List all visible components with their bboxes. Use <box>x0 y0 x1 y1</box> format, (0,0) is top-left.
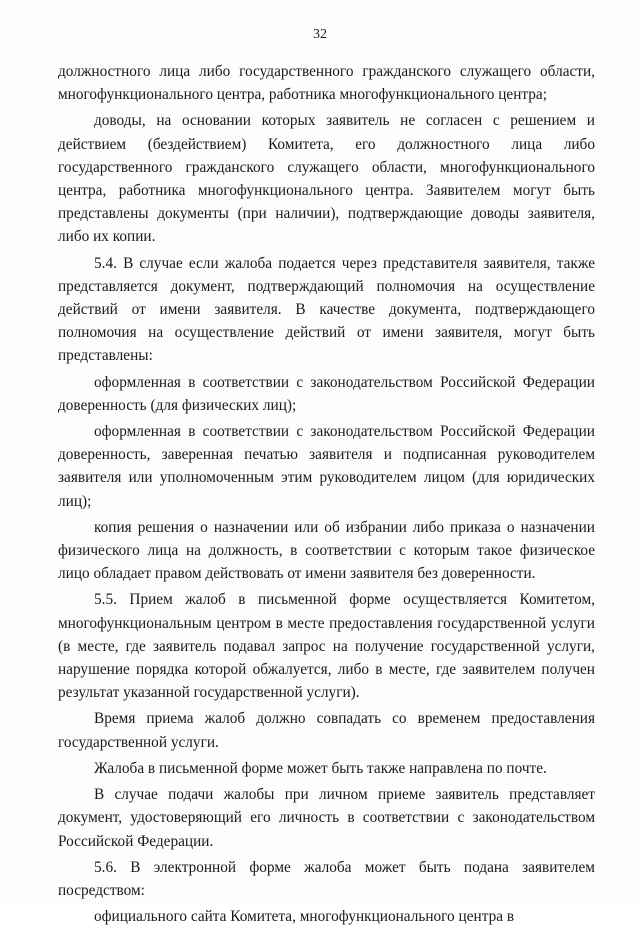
paragraph-2: доводы, на основании которых заявитель не согласен с решением и действием (бездействием) Комитета, его должностного лица либо государственного гражданского служащего области, многофункционального центра, работника многофункционального центра. Заявителем могут быть представлены документы (при наличии), подтверждающие доводы заявителя, либо их копии. <box>58 112 595 246</box>
paragraph-9: Жалоба в письменной форме может быть также направлена по почте. <box>94 759 547 777</box>
paragraph-5: оформленная в соответствии с законодательством Российской Федерации доверенность, заверенная печатью заявителя и подписанная руководителем заявителя или уполномоченным этим руководителем лицом (для юридических лиц); <box>58 423 595 510</box>
paragraph-10: В случае подачи жалобы при личном приеме заявитель представляет документ, удостоверяющий его личность в соответствии с законодательством Российской Федерации. <box>58 786 595 850</box>
paragraph-12: официального сайта Комитета, многофункционального центра в <box>94 908 515 926</box>
paragraph-11-section-5-6: 5.6. В электронной форме жалоба может быть подана заявителем посредством: <box>58 858 595 899</box>
paragraph-1: должностного лица либо государственного гражданского служащего области, многофункционального центра, работника многофункционального центра; <box>58 63 595 104</box>
paragraph-7-section-5-5: 5.5. Прием жалоб в письменной форме осуществляется Комитетом, многофункциональным центром в месте предоставления государственной услуги (в месте, где заявитель подавал запрос на получение государственной услуги, нарушение порядка которой обжалуется, либо в месте, где заявителем получен результат указанной государственной услуги). <box>58 591 595 702</box>
paragraph-8: Время приема жалоб должно совпадать со временем предоставления государственной услуги. <box>58 710 595 751</box>
document-body <box>58 60 595 928</box>
paragraph-4: оформленная в соответствии с законодательством Российской Федерации доверенность (для физических лиц); <box>58 373 595 414</box>
paragraph-3-section-5-4: 5.4. В случае если жалоба подается через представителя заявителя, также представляется документ, подтверждающий полномочия на осуществление действий от имени заявителя. В качестве документа, подтверждающего полномочия на осуществление действий от имени заявителя, могут быть представлены: <box>58 254 595 365</box>
paragraph-6: копия решения о назначении или об избрании либо приказа о назначении физического лица на должность, в соответствии с которым такое физическое лицо обладает правом действовать от имени заявителя без доверенности. <box>58 518 595 583</box>
page-number: 32 <box>313 27 327 42</box>
